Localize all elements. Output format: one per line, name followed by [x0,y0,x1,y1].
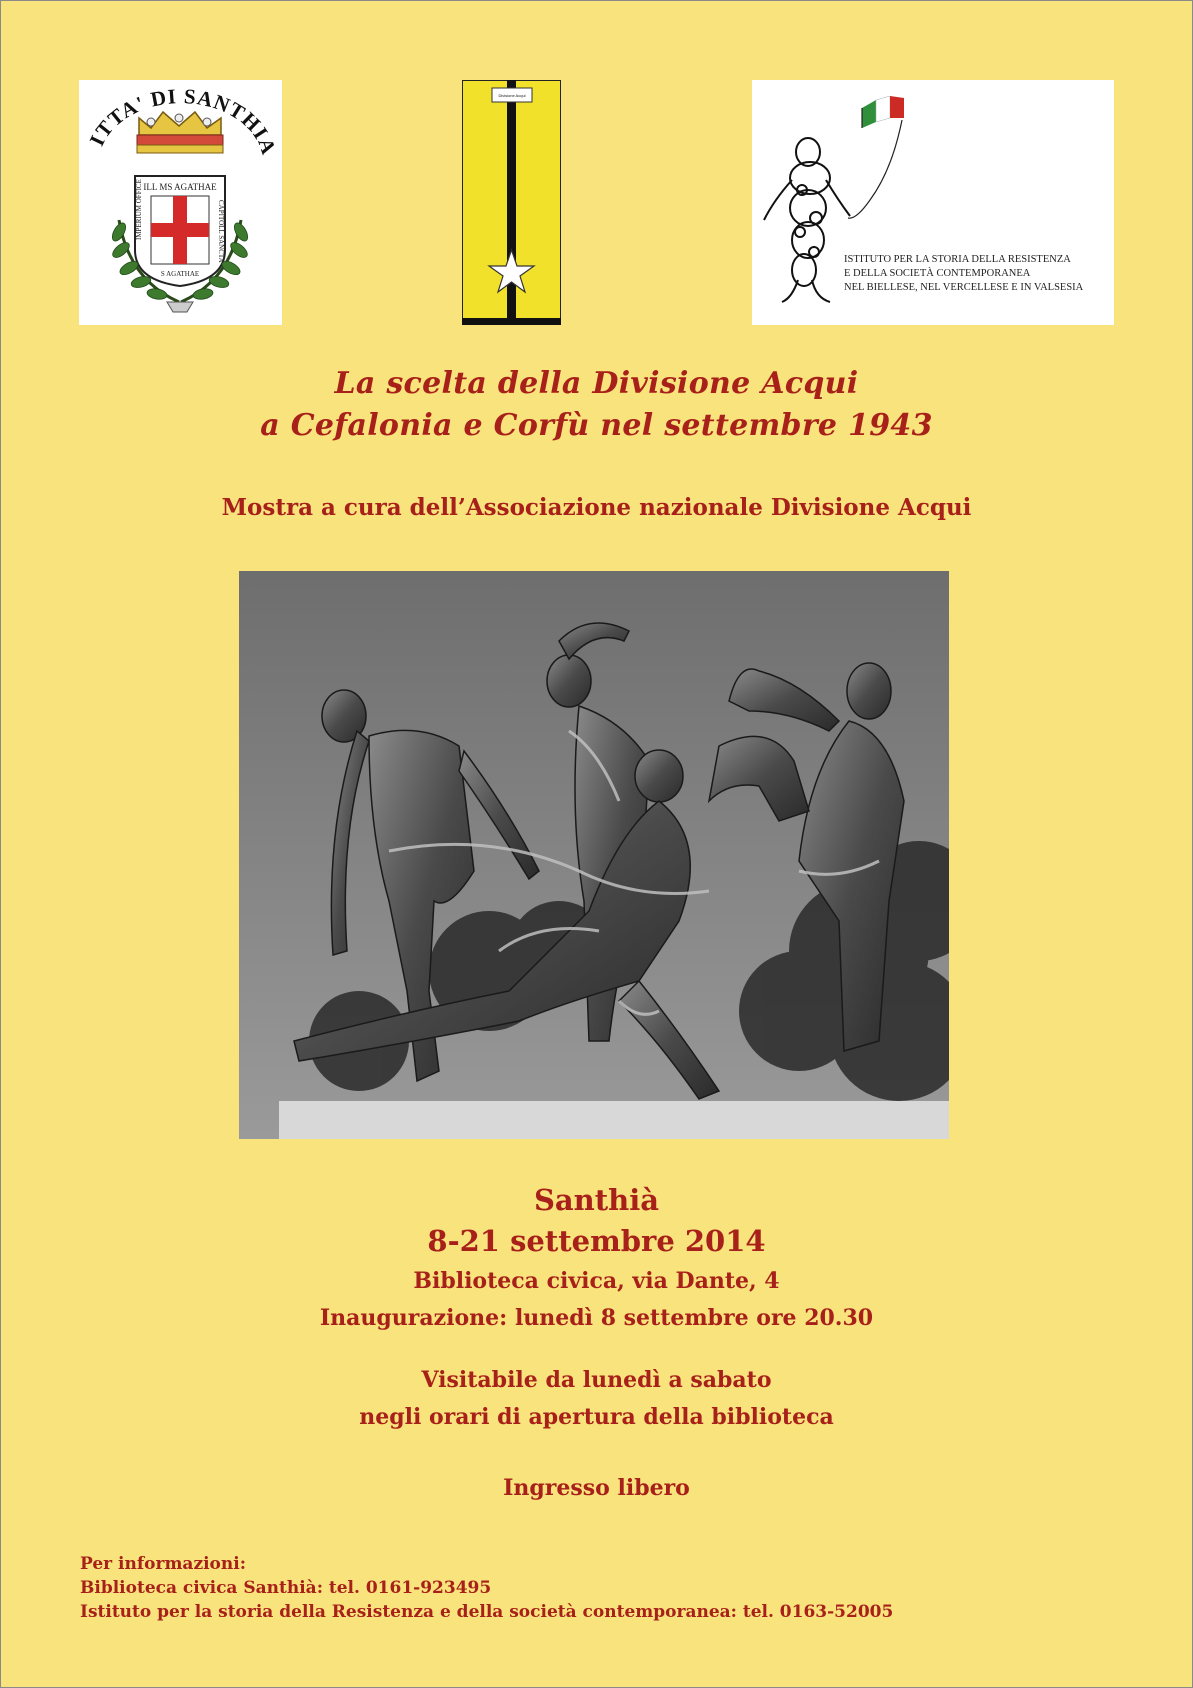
crown-icon [137,112,223,153]
santhia-logo-title: ITTA' DI SANTHIA [84,84,282,158]
divisione-acqui-logo [462,80,561,325]
exhibition-curator: Mostra a cura dell’Associazione nazionale Divisione Acqui [221,494,972,521]
event-city: Santhià [533,1183,660,1217]
shield-bottom-text: S AGATHAE [160,270,200,278]
istituto-figure-with-flag-icon [752,80,1114,325]
visit-days: Visitabile da lunedì a sabato [421,1367,772,1393]
shield-right-text: CAPITOLL SANCTA [217,200,225,263]
event-inauguration: Inaugurazione: lunedì 8 settembre ore 20.30 [319,1305,874,1331]
visit-hours: negli orari di apertura della biblioteca [359,1404,834,1430]
shield-text: ILL MS AGATHAE [143,182,217,192]
shield-left-text: IMPERIUM OFFICE [135,179,143,240]
santhia-coat-of-arms-logo [79,80,282,325]
acqui-label: Divisione Acqui [498,93,526,98]
footer-heading: Per informazioni: [80,1554,246,1574]
statue-group-image [239,571,949,1139]
entry-info: Ingresso libero [503,1475,690,1501]
event-dates: 8-21 settembre 2014 [427,1224,766,1258]
footer-institute-contact: Istituto per la storia della Resistenza e della società contemporanea: tel. 0163-52005 [80,1602,894,1622]
italian-flag-icon [862,96,904,128]
istituto-line-3: NEL BIELLESE, NEL VERCELLESE E IN VALSESIA [844,282,1084,293]
title-line-1: La scelta della Divisione Acqui [334,366,859,401]
istituto-line-2: E DELLA SOCIETÀ CONTEMPORANEA [844,268,1031,279]
istituto-resistenza-logo [752,80,1114,325]
title-line-2: a Cefalonia e Corfù nel settembre 1943 [260,408,933,443]
acqui-insignia-icon [462,80,561,325]
event-venue: Biblioteca civica, via Dante, 4 [413,1268,780,1294]
istituto-line-1: ISTITUTO PER LA STORIA DELLA RESISTENZA [844,254,1071,265]
monument-photo [239,571,949,1139]
santhia-coat-of-arms-icon [79,80,282,325]
footer-library-contact: Biblioteca civica Santhià: tel. 0161-923495 [80,1578,492,1598]
